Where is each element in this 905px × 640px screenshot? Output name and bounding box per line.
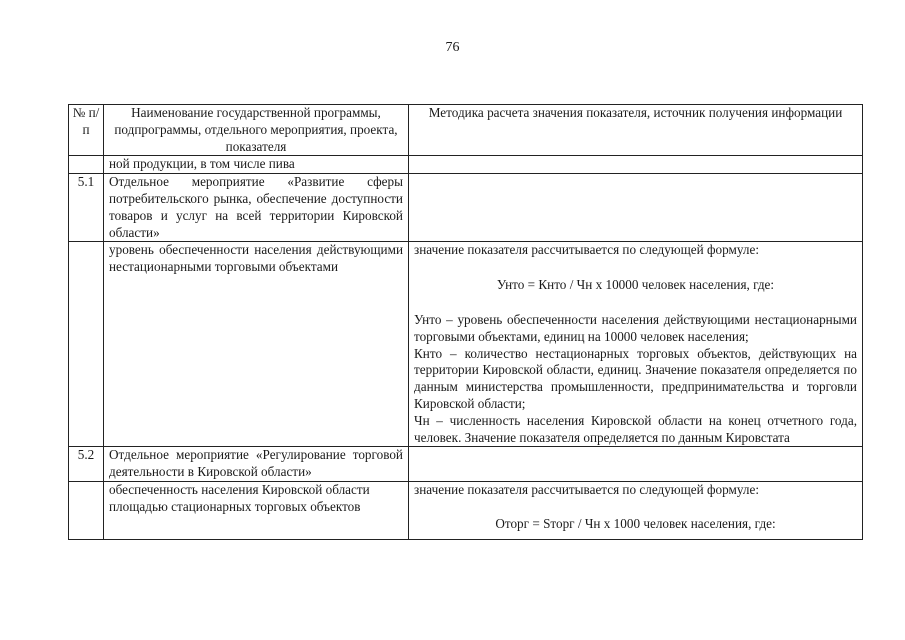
header-name: Наименование государственной программы, подпрограммы, отдельного мероприятия, проекта, показателя	[104, 105, 409, 156]
table-row	[69, 174, 863, 242]
method-intro: значение показателя рассчитывается по следующей формуле:	[414, 242, 760, 258]
row-num	[69, 481, 104, 539]
row-num	[69, 242, 104, 447]
row-num: 5.2	[69, 447, 104, 482]
table-header-row	[69, 105, 863, 156]
row-method	[409, 447, 863, 482]
row-name: уровень обеспеченности населения действующими нестационарными торговыми объектами	[104, 242, 409, 447]
method-definition: Чн – численность населения Кировской области на конец отчетного года, человек. Значение показателя определяется по данным Кировстата	[414, 412, 857, 445]
indicator-methodology-table	[68, 104, 863, 540]
method-definition: Кнто – количество нестационарных торговых объектов, действующих на территории Кировской области, единиц. Значение показателя определяется по данным министерства промышленности, предпринимательства и торговли Кировской области;	[414, 345, 857, 411]
row-name: Отдельное мероприятие «Регулирование торговой деятельности в Кировской области»	[104, 447, 409, 482]
method-definition: Унто – уровень обеспеченности населения действующими нестационарными торговыми объектами, единиц на 10000 человек населения;	[414, 311, 857, 344]
table-row	[69, 242, 863, 447]
table-row	[69, 447, 863, 482]
row-name: Отдельное мероприятие «Развитие сферы потребительского рынка, обеспечение доступности товаров и услуг на всей территории Кировской области»	[104, 174, 409, 242]
row-method	[409, 174, 863, 242]
method-intro: значение показателя рассчитывается по следующей формуле:	[414, 481, 760, 497]
method-formula: Унто = Кнто / Чн х 10000 человек населения, где:	[496, 277, 775, 293]
page-number: 76	[445, 40, 460, 55]
row-name: обеспеченность населения Кировской области площадью стационарных торговых объектов	[104, 481, 409, 539]
table-row	[69, 481, 863, 539]
row-num	[69, 156, 104, 174]
header-num: № п/п	[69, 105, 104, 156]
header-method: Методика расчета значения показателя, источник получения информации	[409, 105, 863, 156]
row-method	[409, 156, 863, 174]
row-method	[409, 481, 863, 539]
method-formula: Оторг = Sторг / Чн х 1000 человек населения, где:	[495, 515, 776, 531]
row-name: ной продукции, в том числе пива	[104, 156, 409, 174]
row-num: 5.1	[69, 174, 104, 242]
row-method	[409, 242, 863, 447]
table-row	[69, 156, 863, 174]
